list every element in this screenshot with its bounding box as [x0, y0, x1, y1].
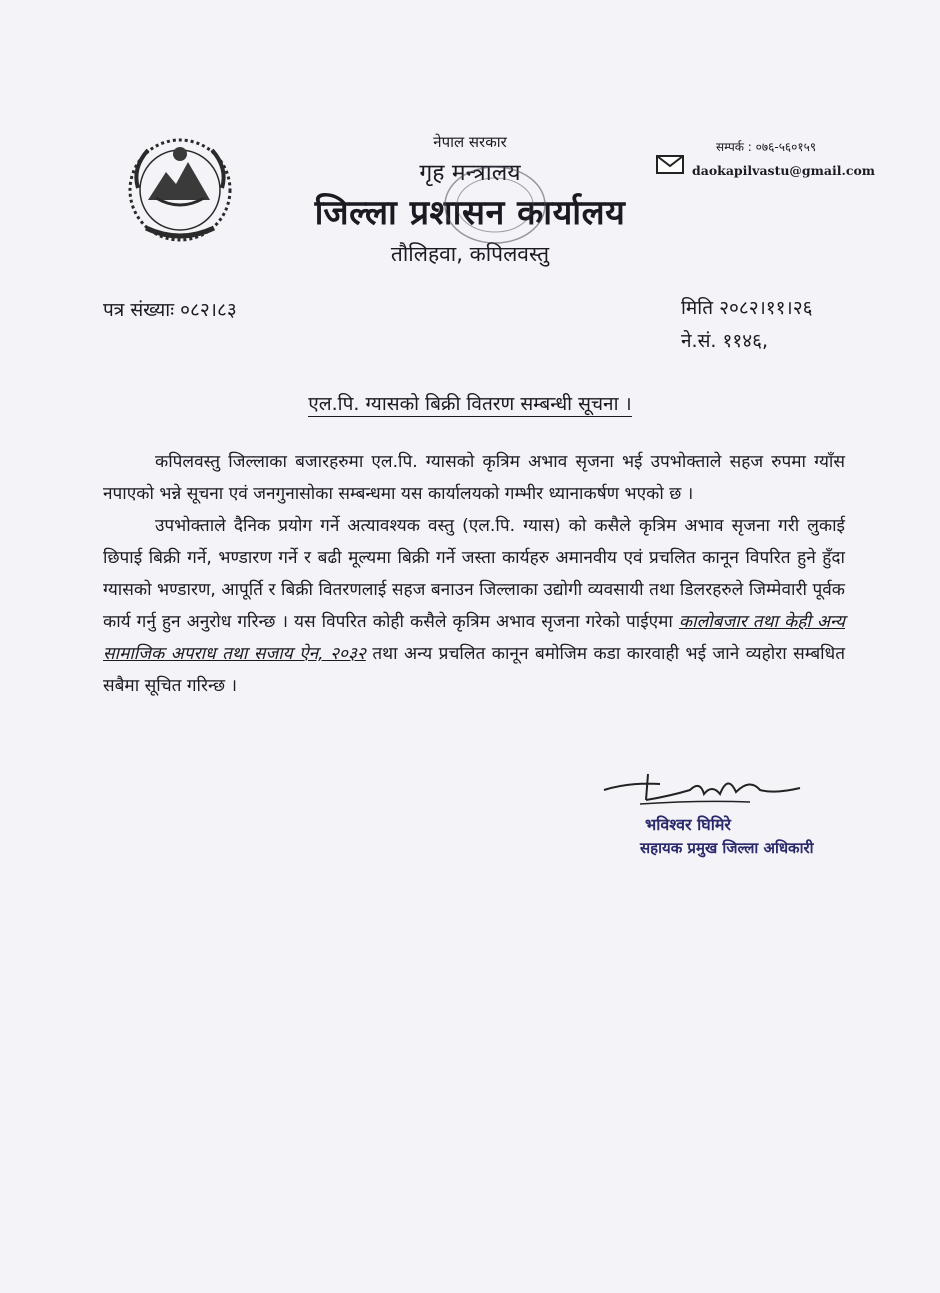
mail-icon: [656, 155, 684, 174]
office-name: जिल्ला प्रशासन कार्यालय: [314, 193, 626, 233]
paragraph-1: कपिलवस्तु जिल्लाका बजारहरुमा एल.पि. ग्यासको कृत्रिम अभाव सृजना भई उपभोक्ताले सहज रुपमा ग्याँस नपाएको भन्ने सूचना एवं जनगुनासोका सम्बन्धमा यस कार्यालयको गम्भीर ध्यानाकर्षण भएको छ ।: [103, 452, 845, 504]
law-name: कालोबजार तथा केही अन्य सामाजिक अपराध तथा सजाय ऐन, २०३२: [103, 612, 845, 664]
letter-date: मिति २०८२।११।२६: [681, 297, 813, 319]
stamp-icon: [440, 160, 550, 250]
signatory-name: भविश्वर घिमिरे: [645, 815, 731, 834]
subject-text: एल.पि. ग्यासको बिक्री वितरण सम्बन्धी सूचना ।: [308, 393, 632, 415]
contact-email[interactable]: daokapilvastu@gmail.com: [692, 163, 876, 178]
letter-body: [103, 446, 845, 702]
paragraph-2: [103, 510, 845, 702]
paragraph-2-start: उपभोक्ताले दैनिक प्रयोग गर्ने अत्यावश्यक वस्तु (एल.पि. ग्यास) को कसैले कृत्रिम अभाव सृजना गरी लुकाई छिपाई बिक्री गर्ने, भण्डारण गर्ने र बढी मूल्यमा बिक्री गर्ने जस्ता कार्यहरु अमानवीय एवं प्रचलित कानून विपरित हुने हुँदा ग्यासको भण्डारण, आपूर्ति र बिक्री वितरणलाई सहज बनाउन जिल्लाका उद्योगी व्यवसायी तथा डिलरहरुले जिम्मेवारी पूर्वक कार्य गर्नु हुन अनुरोध गरिन्छ । यस विपरित कोही कसैले कृत्रिम अभाव सृजना गरेको पाईएमा: [103, 516, 845, 632]
office-location: तौलिहवा, कपिलवस्तु: [390, 242, 550, 266]
signature-icon: [600, 760, 810, 810]
contact-phone: सम्पर्क : ०७६-५६०१५९: [716, 140, 817, 154]
government-name: नेपाल सरकार: [433, 133, 507, 151]
letter-subject: [0, 390, 940, 416]
reference-number: पत्र संख्याः ०८२।८३: [103, 299, 237, 321]
ministry-name: गृह मन्त्रालय: [419, 160, 521, 186]
nepal-sambat-date: ने.सं. ११४६,: [681, 330, 769, 352]
paragraph-2-end: तथा अन्य प्रचलित कानून बमोजिम कडा कारवाही भई जाने व्यहोरा सम्बधित सबैमा सूचित गरिन्छ ।: [103, 644, 846, 696]
nepal-emblem-icon: [118, 128, 242, 252]
signatory-title: सहायक प्रमुख जिल्ला अधिकारी: [640, 839, 814, 857]
